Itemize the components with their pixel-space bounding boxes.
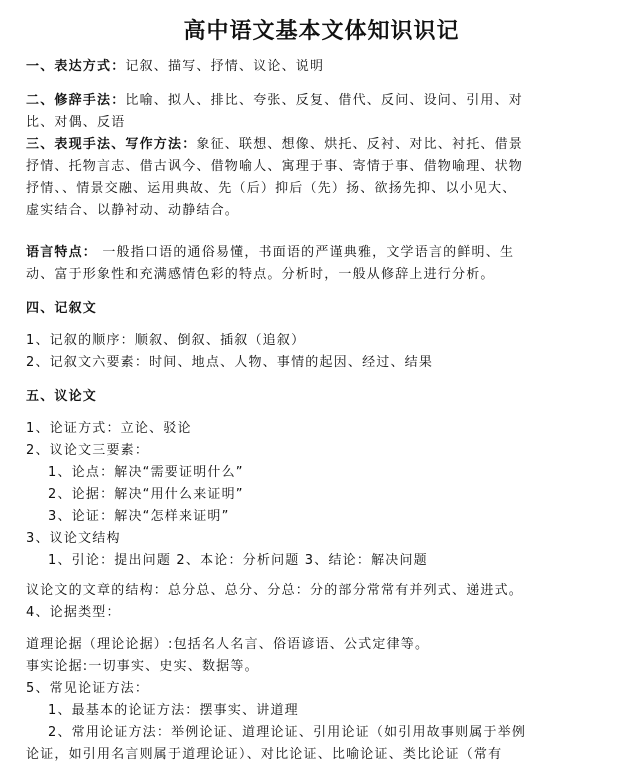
section-5-method-2: 2、常用论证方法：举例论证、道理论证、引用论证（如引用故事则属于举例 [48,725,527,740]
section-3-text-1: 象征、联想、想像、烘托、反衬、对比、衬托、借景 [196,137,524,152]
section-5-item-1: 1、论证方式：立论、驳论 [26,421,192,436]
section-5-fact-evidence: 事实论据:一切事实、史实、数据等。 [26,659,259,674]
language-line-1 [26,242,514,264]
section-5-sub-item-3: 3、论证：解决“怎样来证明” [48,509,230,524]
section-5-reason-evidence: 道理论据（理论论据）:包括名人名言、俗语谚语、公式定律等。 [26,637,430,652]
section-2-text-1: 比喻、拟人、排比、夸张、反复、借代、反问、设问、引用、对 [125,93,524,108]
section-5-heading: 五、议论文 [26,389,98,404]
section-5-sub-item-2: 2、论据：解决“用什么来证明” [48,487,244,502]
language-text-1: 一般指口语的通俗易懂，书面语的严谨典雅，文学语言的鲜明、生 [97,245,515,260]
section-5-method-1: 1、最基本的论证方法：摆事实、讲道理 [48,703,299,718]
section-4-item-2: 2、记叙文六要素：时间、地点、人物、事情的起因、经过、结果 [26,355,434,370]
language-line-2: 动、富于形象性和充满感情色彩的特点。分析时，一般从修辞上进行分析。 [26,267,495,282]
section-1-text: 记叙、描写、抒情、议论、说明 [125,59,325,74]
section-5-structure-note: 议论文的文章的结构：总分总、总分、分总：分的部分常常有并列式、递进式。 [26,583,524,598]
section-3-line-4: 虚实结合、以静衬动、动静结合。 [26,203,240,218]
section-2-line-2: 比、对偶、反语 [26,115,126,130]
section-5-method-2-cont: 论证，如引用名言则属于道理论证）、对比论证、比喻论证、类比论证（常有 [26,747,503,762]
page-title: 高中语文基本文体知识识记 [183,18,460,44]
section-5-item-4: 4、论据类型： [26,605,121,620]
section-1-line [26,56,324,78]
section-5-item-3: 3、议论文结构 [26,531,121,546]
section-3-line-1 [26,134,523,156]
section-3-line-2: 抒情、托物言志、借古讽今、借物喻人、寓理于事、寄情于事、借物喻理、状物 [26,159,524,174]
section-5-structure-line: 1、引论：提出问题 2、本论：分析问题 3、结论：解决问题 [48,553,428,568]
section-4-heading: 四、记叙文 [26,301,98,316]
section-3-heading: 三、表现手法、写作方法： [26,137,197,152]
section-1-heading: 一、表达方式： [26,59,126,74]
section-3-line-3: 抒情、、情景交融、运用典故、先（后）抑后（先）扬、欲扬先抑、以小见大、 [26,181,517,196]
section-2-line-1 [26,90,523,112]
section-4-item-1: 1、记叙的顺序：顺叙、倒叙、插叙（追叙） [26,333,306,348]
section-5-sub-item-1: 1、论点：解决“需要证明什么” [48,465,244,480]
section-2-heading: 二、修辞手法： [26,93,126,108]
section-5-item-5: 5、常见论证方法： [26,681,150,696]
section-5-item-2: 2、议论文三要素： [26,443,150,458]
language-heading: 语言特点： [26,245,98,260]
